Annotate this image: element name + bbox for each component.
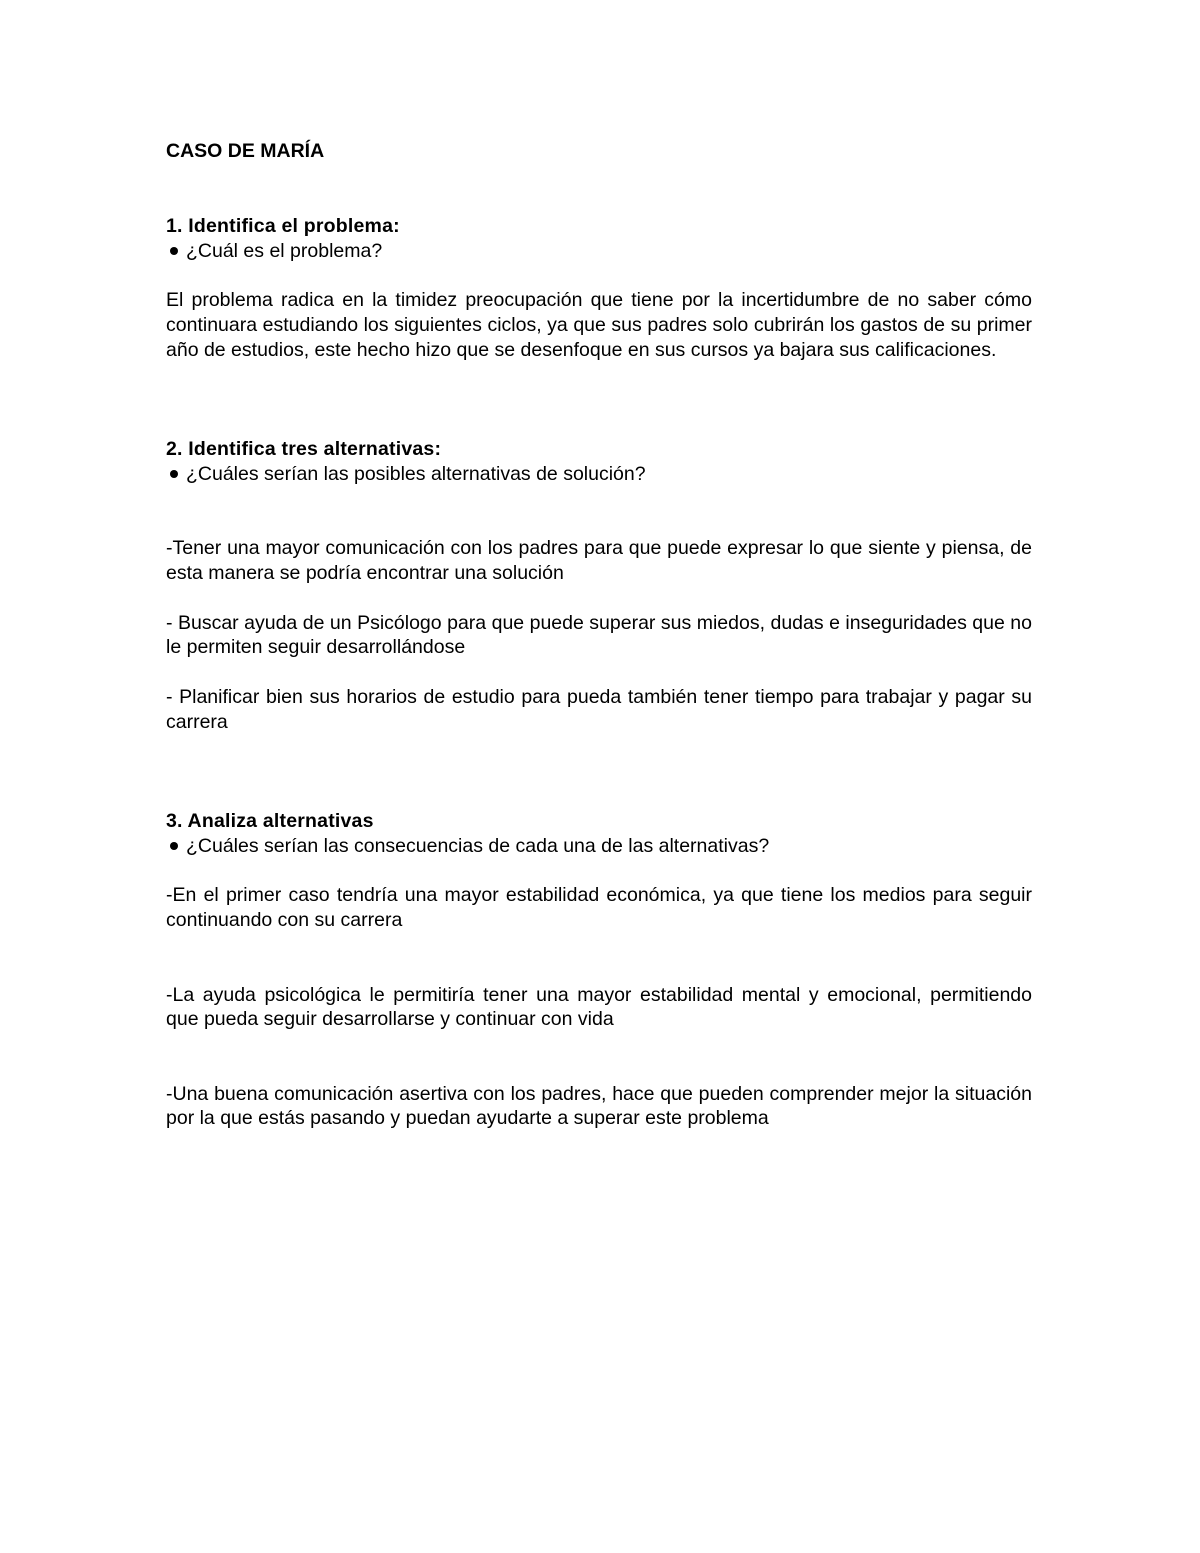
section-question [166,834,1032,859]
document-page [166,139,1032,1131]
paragraph: - Planificar bien sus horarios de estudio para pueda también tener tiempo para trabajar y pagar su carrera [166,685,1032,733]
section-identify-problem [166,214,1032,363]
paragraph: -En el primer caso tendría una mayor estabilidad económica, ya que tiene los medios para seguir continuando con su carrera [166,884,1032,932]
document-title: CASO DE MARÍA [166,140,325,162]
section-heading: 1. Identifica el problema: [166,214,400,237]
bullet-icon [170,470,178,478]
question-text: ¿Cuál es el problema? [186,239,383,262]
bullet-icon [170,247,178,255]
question-text: ¿Cuáles serían las consecuencias de cada una de las alternativas? [186,834,770,857]
section-question [166,462,1032,487]
bullet-icon [170,842,178,850]
section-analyze-alternatives [166,809,1032,1131]
paragraph: - Buscar ayuda de un Psicólogo para que puede superar sus miedos, dudas e inseguridades que no le permiten seguir desarrollándose [166,611,1032,659]
section-heading: 3. Analiza alternativas [166,809,374,832]
section-alternatives [166,437,1032,735]
paragraph: -Tener una mayor comunicación con los padres para que puede expresar lo que siente y piensa, de esta manera se podría encontrar una solución [166,537,1032,584]
paragraph: -Una buena comunicación asertiva con los padres, hace que pueden comprender mejor la situación por la que estás pasando y puedan ayudarte a superar este problema [166,1082,1032,1130]
paragraph: -La ayuda psicológica le permitiría tener una mayor estabilidad mental y emocional, permitiendo que pueda seguir desarrollarse y continuar con vida [166,983,1032,1031]
section-question [166,239,1032,264]
question-text: ¿Cuáles serían las posibles alternativas de solución? [186,462,646,485]
paragraph: El problema radica en la timidez preocupación que tiene por la incertidumbre de no saber cómo continuara estudiando los siguientes ciclos, ya que sus padres solo cubrirán los gastos de su primer año de estudios, este hecho hizo que se desenfoque en sus cursos ya bajara sus calificaciones. [166,289,1032,361]
section-heading: 2. Identifica tres alternativas: [166,437,442,460]
